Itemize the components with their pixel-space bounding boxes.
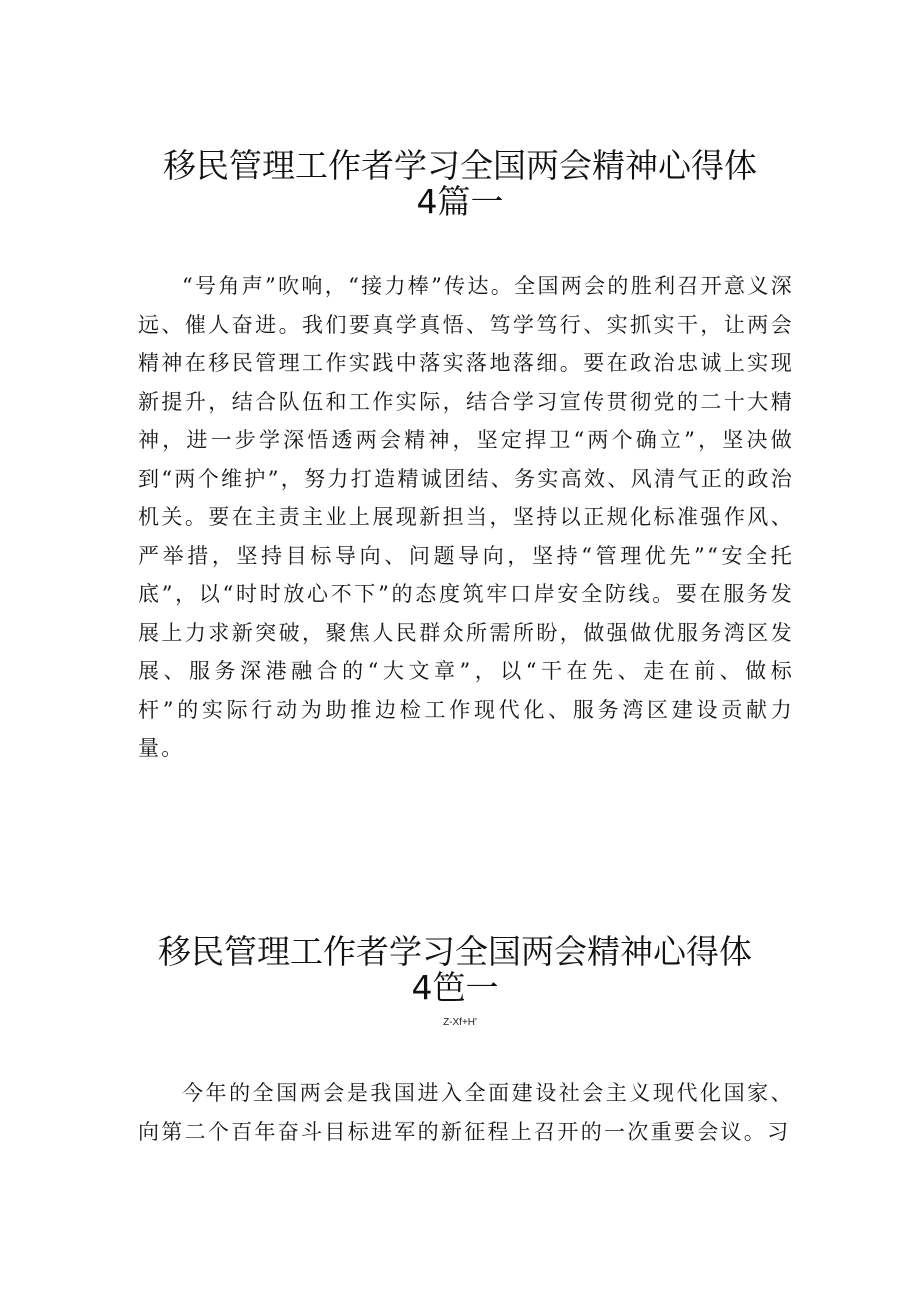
section-1-body: “号角声”吹响，“接力棒”传达。全国两会的胜利召开意义深远、催人奋进。我们要真学真悟、笃学笃行、实抓实干，让两会精神在移民管理工作实践中落实落地落细。要在政治忠诚上实现新提升，结合队伍和工作实际，结合学习宣传贯彻党的二十大精神，进一步学深悟透两会精神，坚定捍卫“两个确立”，坚决做到“两个维护”，努力打造精诚团结、务实高效、风清气正的政治机关。要在主责主业上展现新担当，坚持以正规化标准强作风、严举措，坚持目标导向、问题导向，坚持“管理优先”“安全托底”，以“时时放心不下”的态度筑牢口岸安全防线。要在服务发展上力求新突破，聚焦人民群众所需所盼，做强做优服务湾区发展、服务深港融合的“大文章”，以“干在先、走在前、做标杆”的实际行动为助推边检工作现代化、服务湾区建设贡献力量。: [138, 274, 794, 760]
section-1-title-line2: 4篇一: [416, 182, 504, 221]
section-2-subtitle: Z-Xf+H': [443, 1017, 477, 1028]
section-2-body: 今年的全国两会是我国进入全面建设社会主义现代化国家、向第二个百年奋斗目标进军的新征程上召开的一次重要会议。习: [138, 1081, 794, 1144]
section-1-title-line1: 移民管理工作者学习全国两会精神心得体: [163, 146, 757, 185]
section-1-title: [100, 148, 820, 220]
section-2-title-line2: 4笆一: [411, 968, 499, 1007]
section-2-title-line1: 移民管理工作者学习全国两会精神心得体: [158, 932, 752, 971]
section-2-title: [95, 934, 815, 1006]
